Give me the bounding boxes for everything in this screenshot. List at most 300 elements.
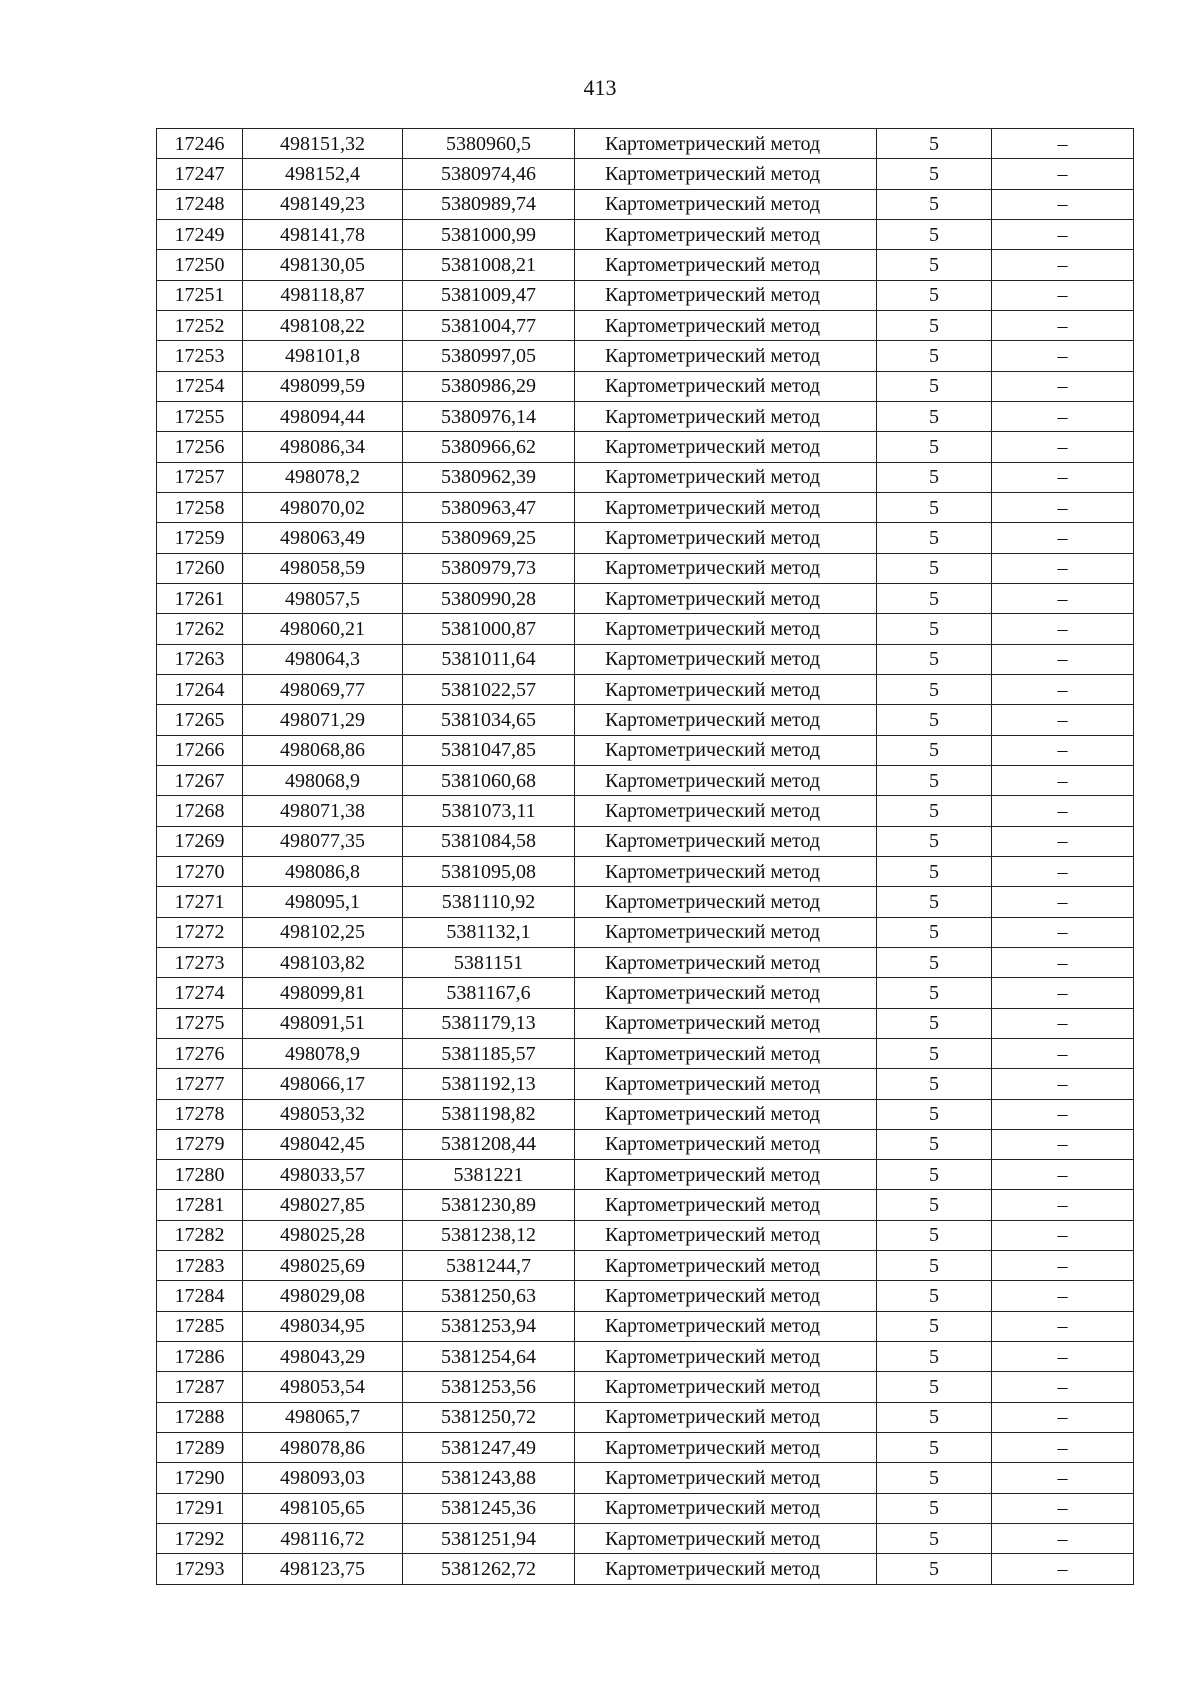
x-coordinate-cell: 498116,72 [243,1524,403,1554]
method-cell: Картометрический метод [575,887,877,917]
x-coordinate-cell: 498093,03 [243,1463,403,1493]
y-coordinate-cell: 5380960,5 [403,129,575,159]
x-coordinate-cell: 498101,8 [243,341,403,371]
y-coordinate-cell: 5381208,44 [403,1129,575,1159]
table-row [157,826,1134,856]
x-coordinate-cell: 498099,59 [243,371,403,401]
x-coordinate-cell: 498027,85 [243,1190,403,1220]
point-number-cell: 17253 [157,341,243,371]
y-coordinate-cell: 5381198,82 [403,1099,575,1129]
point-number-cell: 17270 [157,856,243,886]
point-number-cell: 17287 [157,1372,243,1402]
x-coordinate-cell: 498043,29 [243,1342,403,1372]
table-row [157,1038,1134,1068]
point-number-cell: 17258 [157,492,243,522]
x-coordinate-cell: 498025,69 [243,1251,403,1281]
extra-cell: – [992,1220,1134,1250]
table-row [157,1190,1134,1220]
point-number-cell: 17248 [157,189,243,219]
y-coordinate-cell: 5381073,11 [403,796,575,826]
y-coordinate-cell: 5380990,28 [403,583,575,613]
point-number-cell: 17292 [157,1524,243,1554]
point-number-cell: 17267 [157,765,243,795]
x-coordinate-cell: 498102,25 [243,917,403,947]
x-coordinate-cell: 498091,51 [243,1008,403,1038]
accuracy-cell: 5 [877,129,992,159]
extra-cell: – [992,978,1134,1008]
accuracy-cell: 5 [877,492,992,522]
point-number-cell: 17285 [157,1311,243,1341]
point-number-cell: 17290 [157,1463,243,1493]
x-coordinate-cell: 498078,2 [243,462,403,492]
point-number-cell: 17262 [157,614,243,644]
x-coordinate-cell: 498071,38 [243,796,403,826]
extra-cell: – [992,462,1134,492]
x-coordinate-cell: 498053,54 [243,1372,403,1402]
accuracy-cell: 5 [877,280,992,310]
extra-cell: – [992,371,1134,401]
point-number-cell: 17261 [157,583,243,613]
table-row [157,310,1134,340]
table-row [157,219,1134,249]
y-coordinate-cell: 5381110,92 [403,887,575,917]
extra-cell: – [992,1402,1134,1432]
table-row [157,432,1134,462]
point-number-cell: 17268 [157,796,243,826]
point-number-cell: 17259 [157,523,243,553]
point-number-cell: 17246 [157,129,243,159]
x-coordinate-cell: 498108,22 [243,310,403,340]
point-number-cell: 17272 [157,917,243,947]
table-row [157,371,1134,401]
point-number-cell: 17264 [157,674,243,704]
point-number-cell: 17266 [157,735,243,765]
y-coordinate-cell: 5381253,94 [403,1311,575,1341]
x-coordinate-cell: 498099,81 [243,978,403,1008]
accuracy-cell: 5 [877,826,992,856]
x-coordinate-cell: 498064,3 [243,644,403,674]
table-row [157,462,1134,492]
point-number-cell: 17291 [157,1493,243,1523]
point-number-cell: 17276 [157,1038,243,1068]
y-coordinate-cell: 5381250,63 [403,1281,575,1311]
x-coordinate-cell: 498033,57 [243,1160,403,1190]
method-cell: Картометрический метод [575,310,877,340]
point-number-cell: 17247 [157,159,243,189]
accuracy-cell: 5 [877,1069,992,1099]
accuracy-cell: 5 [877,1251,992,1281]
point-number-cell: 17254 [157,371,243,401]
method-cell: Картометрический метод [575,1220,877,1250]
method-cell: Картометрический метод [575,341,877,371]
x-coordinate-cell: 498065,7 [243,1402,403,1432]
x-coordinate-cell: 498071,29 [243,705,403,735]
table-row [157,674,1134,704]
table-row [157,735,1134,765]
method-cell: Картометрический метод [575,735,877,765]
extra-cell: – [992,765,1134,795]
extra-cell: – [992,1372,1134,1402]
accuracy-cell: 5 [877,1190,992,1220]
method-cell: Картометрический метод [575,553,877,583]
accuracy-cell: 5 [877,159,992,189]
y-coordinate-cell: 5381243,88 [403,1463,575,1493]
table-row [157,765,1134,795]
extra-cell: – [992,796,1134,826]
point-number-cell: 17277 [157,1069,243,1099]
y-coordinate-cell: 5380989,74 [403,189,575,219]
point-number-cell: 17252 [157,310,243,340]
point-number-cell: 17275 [157,1008,243,1038]
extra-cell: – [992,1008,1134,1038]
y-coordinate-cell: 5381254,64 [403,1342,575,1372]
point-number-cell: 17273 [157,947,243,977]
accuracy-cell: 5 [877,705,992,735]
x-coordinate-cell: 498094,44 [243,401,403,431]
point-number-cell: 17251 [157,280,243,310]
x-coordinate-cell: 498063,49 [243,523,403,553]
extra-cell: – [992,1311,1134,1341]
extra-cell: – [992,1524,1134,1554]
table-row [157,796,1134,826]
method-cell: Картометрический метод [575,1493,877,1523]
method-cell: Картометрический метод [575,1069,877,1099]
accuracy-cell: 5 [877,1311,992,1341]
accuracy-cell: 5 [877,341,992,371]
y-coordinate-cell: 5381244,7 [403,1251,575,1281]
table-row [157,1433,1134,1463]
method-cell: Картометрический метод [575,280,877,310]
table-row [157,644,1134,674]
x-coordinate-cell: 498069,77 [243,674,403,704]
extra-cell: – [992,1129,1134,1159]
point-number-cell: 17282 [157,1220,243,1250]
accuracy-cell: 5 [877,917,992,947]
x-coordinate-cell: 498103,82 [243,947,403,977]
method-cell: Картометрический метод [575,856,877,886]
y-coordinate-cell: 5380986,29 [403,371,575,401]
x-coordinate-cell: 498034,95 [243,1311,403,1341]
extra-cell: – [992,1160,1134,1190]
table-row [157,887,1134,917]
accuracy-cell: 5 [877,644,992,674]
point-number-cell: 17265 [157,705,243,735]
table-row [157,553,1134,583]
accuracy-cell: 5 [877,1402,992,1432]
method-cell: Картометрический метод [575,462,877,492]
method-cell: Картометрический метод [575,1463,877,1493]
y-coordinate-cell: 5381034,65 [403,705,575,735]
method-cell: Картометрический метод [575,432,877,462]
extra-cell: – [992,917,1134,947]
table-row [157,1524,1134,1554]
method-cell: Картометрический метод [575,523,877,553]
accuracy-cell: 5 [877,1099,992,1129]
y-coordinate-cell: 5381167,6 [403,978,575,1008]
x-coordinate-cell: 498141,78 [243,219,403,249]
extra-cell: – [992,856,1134,886]
accuracy-cell: 5 [877,796,992,826]
x-coordinate-cell: 498068,9 [243,765,403,795]
table-row [157,250,1134,280]
y-coordinate-cell: 5381000,99 [403,219,575,249]
y-coordinate-cell: 5381245,36 [403,1493,575,1523]
extra-cell: – [992,129,1134,159]
method-cell: Картометрический метод [575,1251,877,1281]
point-number-cell: 17249 [157,219,243,249]
extra-cell: – [992,705,1134,735]
accuracy-cell: 5 [877,978,992,1008]
extra-cell: – [992,492,1134,522]
accuracy-cell: 5 [877,310,992,340]
accuracy-cell: 5 [877,401,992,431]
x-coordinate-cell: 498095,1 [243,887,403,917]
y-coordinate-cell: 5381011,64 [403,644,575,674]
y-coordinate-cell: 5381262,72 [403,1554,575,1584]
point-number-cell: 17257 [157,462,243,492]
accuracy-cell: 5 [877,1342,992,1372]
accuracy-cell: 5 [877,887,992,917]
y-coordinate-cell: 5381221 [403,1160,575,1190]
y-coordinate-cell: 5380962,39 [403,462,575,492]
y-coordinate-cell: 5381000,87 [403,614,575,644]
extra-cell: – [992,1190,1134,1220]
accuracy-cell: 5 [877,1038,992,1068]
point-number-cell: 17283 [157,1251,243,1281]
y-coordinate-cell: 5380969,25 [403,523,575,553]
x-coordinate-cell: 498066,17 [243,1069,403,1099]
y-coordinate-cell: 5380963,47 [403,492,575,522]
table-row [157,129,1134,159]
table-row [157,280,1134,310]
coordinates-table [156,128,1134,1585]
x-coordinate-cell: 498077,35 [243,826,403,856]
method-cell: Картометрический метод [575,1311,877,1341]
table-row [157,1129,1134,1159]
table-row [157,189,1134,219]
method-cell: Картометрический метод [575,1160,877,1190]
extra-cell: – [992,1069,1134,1099]
y-coordinate-cell: 5380974,46 [403,159,575,189]
method-cell: Картометрический метод [575,1129,877,1159]
coordinates-table-body [157,129,1134,1585]
point-number-cell: 17250 [157,250,243,280]
accuracy-cell: 5 [877,371,992,401]
y-coordinate-cell: 5380997,05 [403,341,575,371]
method-cell: Картометрический метод [575,1038,877,1068]
point-number-cell: 17280 [157,1160,243,1190]
point-number-cell: 17255 [157,401,243,431]
table-row [157,1099,1134,1129]
point-number-cell: 17284 [157,1281,243,1311]
extra-cell: – [992,674,1134,704]
method-cell: Картометрический метод [575,1372,877,1402]
accuracy-cell: 5 [877,219,992,249]
x-coordinate-cell: 498042,45 [243,1129,403,1159]
method-cell: Картометрический метод [575,1281,877,1311]
y-coordinate-cell: 5380976,14 [403,401,575,431]
y-coordinate-cell: 5381251,94 [403,1524,575,1554]
table-row [157,492,1134,522]
method-cell: Картометрический метод [575,947,877,977]
y-coordinate-cell: 5381238,12 [403,1220,575,1250]
extra-cell: – [992,1433,1134,1463]
accuracy-cell: 5 [877,735,992,765]
accuracy-cell: 5 [877,1493,992,1523]
method-cell: Картометрический метод [575,1402,877,1432]
accuracy-cell: 5 [877,553,992,583]
accuracy-cell: 5 [877,462,992,492]
y-coordinate-cell: 5381151 [403,947,575,977]
method-cell: Картометрический метод [575,371,877,401]
table-row [157,856,1134,886]
table-row [157,614,1134,644]
method-cell: Картометрический метод [575,1099,877,1129]
table-row [157,341,1134,371]
method-cell: Картометрический метод [575,129,877,159]
accuracy-cell: 5 [877,1372,992,1402]
extra-cell: – [992,189,1134,219]
x-coordinate-cell: 498068,86 [243,735,403,765]
x-coordinate-cell: 498149,23 [243,189,403,219]
point-number-cell: 17289 [157,1433,243,1463]
point-number-cell: 17286 [157,1342,243,1372]
accuracy-cell: 5 [877,1433,992,1463]
point-number-cell: 17260 [157,553,243,583]
y-coordinate-cell: 5381247,49 [403,1433,575,1463]
table-row [157,1463,1134,1493]
method-cell: Картометрический метод [575,644,877,674]
extra-cell: – [992,735,1134,765]
x-coordinate-cell: 498118,87 [243,280,403,310]
x-coordinate-cell: 498123,75 [243,1554,403,1584]
point-number-cell: 17278 [157,1099,243,1129]
point-number-cell: 17281 [157,1190,243,1220]
y-coordinate-cell: 5381185,57 [403,1038,575,1068]
accuracy-cell: 5 [877,250,992,280]
accuracy-cell: 5 [877,614,992,644]
y-coordinate-cell: 5381009,47 [403,280,575,310]
method-cell: Картометрический метод [575,614,877,644]
extra-cell: – [992,947,1134,977]
x-coordinate-cell: 498053,32 [243,1099,403,1129]
extra-cell: – [992,826,1134,856]
extra-cell: – [992,614,1134,644]
table-row [157,978,1134,1008]
method-cell: Картометрический метод [575,1342,877,1372]
x-coordinate-cell: 498058,59 [243,553,403,583]
method-cell: Картометрический метод [575,1524,877,1554]
extra-cell: – [992,280,1134,310]
table-row [157,1069,1134,1099]
table-row [157,1281,1134,1311]
method-cell: Картометрический метод [575,917,877,947]
x-coordinate-cell: 498151,32 [243,129,403,159]
extra-cell: – [992,553,1134,583]
method-cell: Картометрический метод [575,1554,877,1584]
x-coordinate-cell: 498105,65 [243,1493,403,1523]
extra-cell: – [992,1251,1134,1281]
method-cell: Картометрический метод [575,674,877,704]
y-coordinate-cell: 5381004,77 [403,310,575,340]
extra-cell: – [992,1281,1134,1311]
extra-cell: – [992,1342,1134,1372]
extra-cell: – [992,401,1134,431]
table-row [157,1342,1134,1372]
extra-cell: – [992,1038,1134,1068]
accuracy-cell: 5 [877,1160,992,1190]
table-row [157,1220,1134,1250]
y-coordinate-cell: 5381250,72 [403,1402,575,1432]
method-cell: Картометрический метод [575,1433,877,1463]
extra-cell: – [992,310,1134,340]
extra-cell: – [992,1463,1134,1493]
extra-cell: – [992,887,1134,917]
table-row [157,1402,1134,1432]
table-row [157,1493,1134,1523]
accuracy-cell: 5 [877,1129,992,1159]
method-cell: Картометрический метод [575,826,877,856]
y-coordinate-cell: 5381084,58 [403,826,575,856]
y-coordinate-cell: 5381095,08 [403,856,575,886]
method-cell: Картометрический метод [575,978,877,1008]
extra-cell: – [992,341,1134,371]
table-row [157,947,1134,977]
method-cell: Картометрический метод [575,1008,877,1038]
y-coordinate-cell: 5381179,13 [403,1008,575,1038]
accuracy-cell: 5 [877,674,992,704]
method-cell: Картометрический метод [575,159,877,189]
table-row [157,1372,1134,1402]
extra-cell: – [992,219,1134,249]
method-cell: Картометрический метод [575,401,877,431]
point-number-cell: 17274 [157,978,243,1008]
y-coordinate-cell: 5380979,73 [403,553,575,583]
table-row [157,583,1134,613]
extra-cell: – [992,1099,1134,1129]
table-row [157,1311,1134,1341]
method-cell: Картометрический метод [575,189,877,219]
method-cell: Картометрический метод [575,705,877,735]
y-coordinate-cell: 5381022,57 [403,674,575,704]
accuracy-cell: 5 [877,1220,992,1250]
point-number-cell: 17288 [157,1402,243,1432]
x-coordinate-cell: 498060,21 [243,614,403,644]
extra-cell: – [992,583,1134,613]
table-row [157,705,1134,735]
extra-cell: – [992,1493,1134,1523]
y-coordinate-cell: 5380966,62 [403,432,575,462]
method-cell: Картометрический метод [575,765,877,795]
accuracy-cell: 5 [877,1524,992,1554]
page-number: 413 [583,75,617,100]
x-coordinate-cell: 498029,08 [243,1281,403,1311]
accuracy-cell: 5 [877,947,992,977]
accuracy-cell: 5 [877,1463,992,1493]
x-coordinate-cell: 498057,5 [243,583,403,613]
extra-cell: – [992,644,1134,674]
method-cell: Картометрический метод [575,1190,877,1220]
accuracy-cell: 5 [877,1008,992,1038]
table-row [157,1160,1134,1190]
extra-cell: – [992,250,1134,280]
table-row [157,523,1134,553]
y-coordinate-cell: 5381060,68 [403,765,575,795]
y-coordinate-cell: 5381192,13 [403,1069,575,1099]
x-coordinate-cell: 498086,8 [243,856,403,886]
table-row [157,401,1134,431]
table-row [157,917,1134,947]
